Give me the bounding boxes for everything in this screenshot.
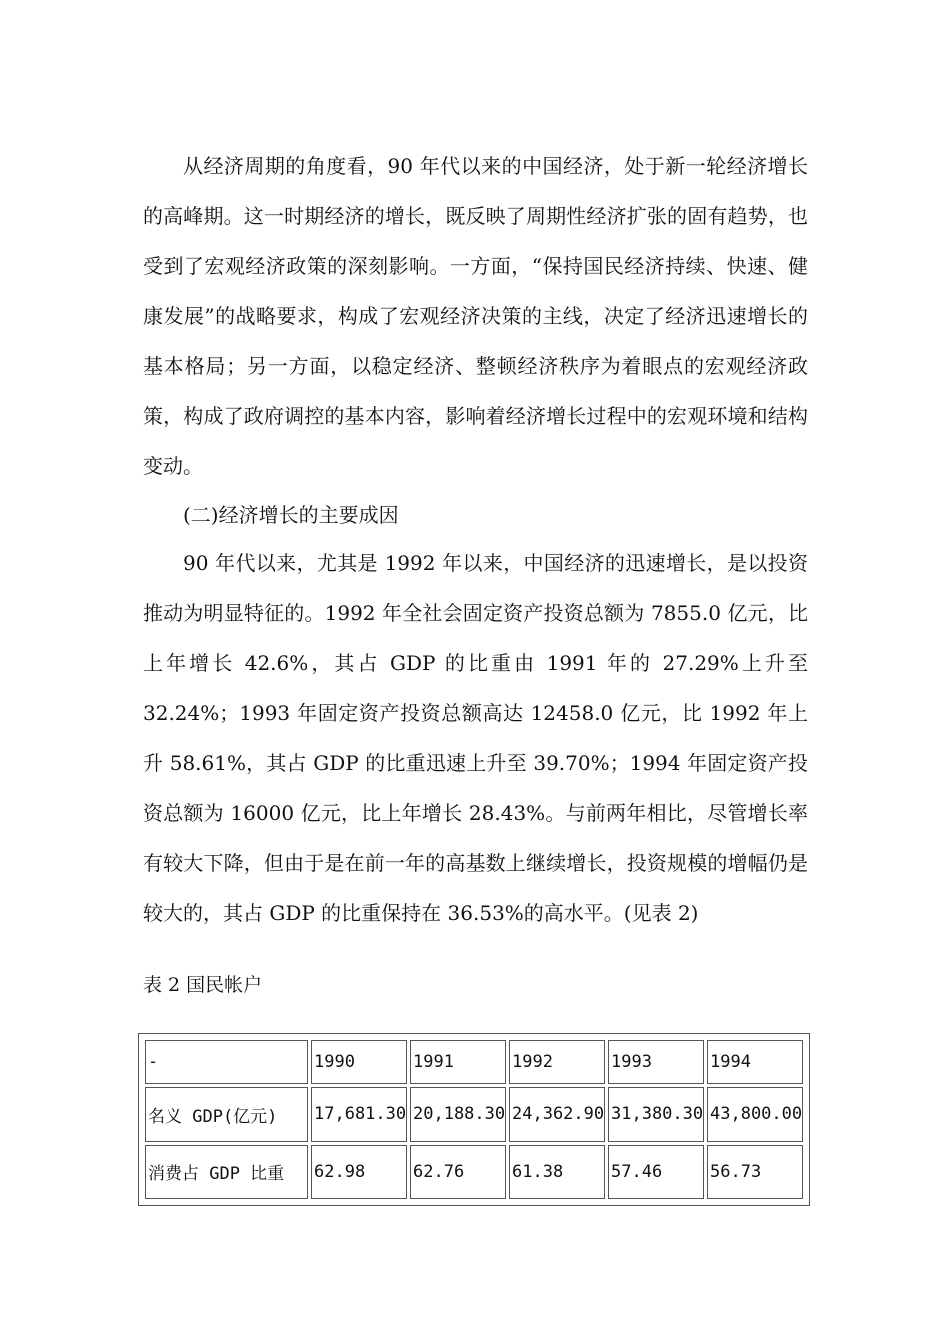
table-header-cell: 1993 xyxy=(608,1040,704,1084)
table-row-label: 名义 GDP(亿元) xyxy=(145,1087,308,1141)
section-heading-growth-causes: (二)经济增长的主要成因 xyxy=(183,503,399,527)
table-header-cell: 1994 xyxy=(707,1040,803,1084)
table-cell: 61.38 xyxy=(509,1145,605,1199)
table-cell: 57.46 xyxy=(608,1145,704,1199)
table-cell: 62.98 xyxy=(311,1145,407,1199)
table-cell: 24,362.90 xyxy=(509,1087,605,1141)
paragraph-investment-driven: 90 年代以来，尤其是 1992 年以来，中国经济的迅速增长，是以投资推动为明显特征的。1992 年全社会固定资产投资总额为 7855.0 亿元，比上年增长 42.6%，其占 GDP 的比重由 1991 年的 27.29%上升至 32.24%；1993 年固定资产投资总额高达 12458.0 亿元，比 1992 年上升 58.61%，其占 GDP 的比重迅速上升至 39.70%；1994 年固定资产投资总额为 16000 亿元，比上年增长 28.43%。与前两年相比，尽管增长率有较大下降，但由于是在前一年的高基数上继续增长，投资规模的增幅仍是较大的，其占 GDP 的比重保持在 36.53%的高水平。(见表 2) xyxy=(143,551,808,925)
table-cell: 17,681.30 xyxy=(311,1087,407,1141)
table-cell: 43,800.00 xyxy=(707,1087,803,1141)
table-cell: 31,380.30 xyxy=(608,1087,704,1141)
table-header-cell: - xyxy=(145,1040,308,1084)
table-row xyxy=(145,1145,803,1199)
table-cell: 62.76 xyxy=(410,1145,506,1199)
table-header-cell: 1990 xyxy=(311,1040,407,1084)
table-row-label: 消费占 GDP 比重 xyxy=(145,1145,308,1199)
table-header-cell: 1991 xyxy=(410,1040,506,1084)
national-accounts-table xyxy=(142,1037,806,1202)
table-caption: 表 2 国民帐户 xyxy=(143,974,263,996)
national-accounts-table-frame xyxy=(138,1033,810,1206)
table-header-cell: 1992 xyxy=(509,1040,605,1084)
table-row xyxy=(145,1087,803,1141)
table-header-row xyxy=(145,1040,803,1084)
paragraph-economic-cycle: 从经济周期的角度看，90 年代以来的中国经济，处于新一轮经济增长的高峰期。这一时期经济的增长，既反映了周期性经济扩张的固有趋势，也受到了宏观经济政策的深刻影响。一方面，“保持国民经济持续、快速、健康发展”的战略要求，构成了宏观经济决策的主线，决定了经济迅速增长的基本格局；另一方面，以稳定经济、整顿经济秩序为着眼点的宏观经济政策，构成了政府调控的基本内容，影响着经济增长过程中的宏观环境和结构变动。 xyxy=(143,154,808,478)
table-cell: 20,188.30 xyxy=(410,1087,506,1141)
table-cell: 56.73 xyxy=(707,1145,803,1199)
